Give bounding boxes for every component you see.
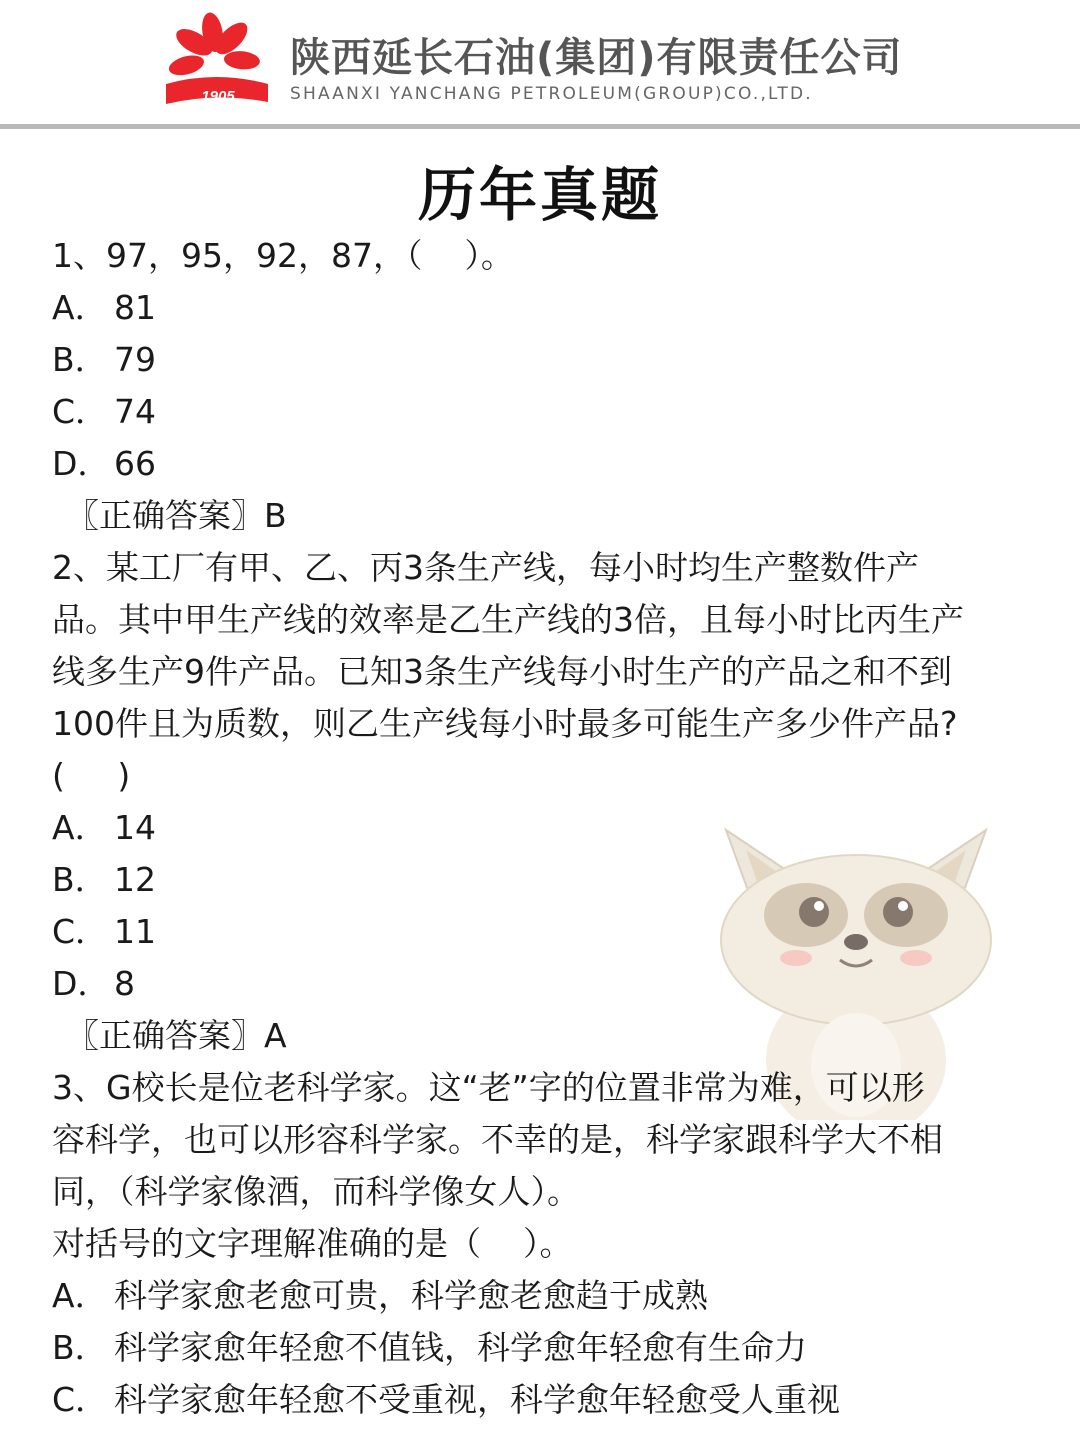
question-3-stem-line: 容科学，也可以形容科学家。不幸的是，科学家跟科学大不相 <box>52 1120 943 1159</box>
question-1-option-d[interactable] <box>52 438 1032 490</box>
question-2-stem-line: 品。其中甲生产线的效率是乙生产线的3倍，且每小时比丙生产 <box>52 600 964 639</box>
header-divider <box>0 124 1080 129</box>
question-3-option-b[interactable] <box>52 1322 1032 1374</box>
option-text: 8 <box>114 964 135 1003</box>
question-1-option-a[interactable] <box>52 282 1032 334</box>
option-text: 81 <box>114 288 156 327</box>
question-2-stem-line: 线多生产9件产品。已知3条生产线每小时生产的产品之和不到 <box>52 652 952 691</box>
question-2-option-a[interactable] <box>52 802 1032 854</box>
question-3-stem-line: 3、G校长是位老科学家。这“老”字的位置非常为难，可以形 <box>52 1068 925 1107</box>
option-letter: C． <box>52 392 109 431</box>
option-letter: B． <box>52 1328 108 1367</box>
company-name-cn: 陕西延长石油(集团)有限责任公司 <box>290 35 903 81</box>
question-2-answer: 〖正确答案〗A <box>66 1016 287 1055</box>
header <box>0 0 1080 126</box>
question-1-stem: 1、97，95，92，87，（ ）。 <box>52 236 514 275</box>
option-letter: A． <box>52 808 108 847</box>
option-text: 12 <box>114 860 156 899</box>
question-3-option-a[interactable] <box>52 1270 1032 1322</box>
logo-year: 1905 <box>201 88 235 105</box>
option-text: 74 <box>114 392 156 431</box>
option-letter: B． <box>52 340 108 379</box>
option-letter: C． <box>52 1380 109 1419</box>
question-2-option-c[interactable] <box>52 906 1032 958</box>
page-title: 历年真题 <box>417 161 662 229</box>
question-3-option-c[interactable] <box>52 1374 1032 1426</box>
question-2-option-b[interactable] <box>52 854 1032 906</box>
company-logo-icon <box>156 12 276 112</box>
option-text: 14 <box>114 808 156 847</box>
question-1-option-b[interactable] <box>52 334 1032 386</box>
option-letter: A． <box>52 288 108 327</box>
question-list <box>52 230 1032 1426</box>
question-2-stem-line: 100件且为质数，则乙生产线每小时最多可能生产多少件产品? <box>52 704 958 743</box>
option-letter: B． <box>52 860 108 899</box>
option-letter: A． <box>52 1276 108 1315</box>
option-text: 科学家愈年轻愈不值钱，科学愈年轻愈有生命力 <box>114 1328 807 1367</box>
question-2-stem-line: 2、某工厂有甲、乙、丙3条生产线，每小时均生产整数件产 <box>52 548 919 587</box>
option-text: 11 <box>114 912 156 951</box>
option-text: 79 <box>114 340 156 379</box>
question-3-stem-line: 对括号的文字理解准确的是（ ）。 <box>52 1224 573 1263</box>
option-letter: C． <box>52 912 109 951</box>
option-letter: D． <box>52 444 111 483</box>
company-name-en: SHAANXI YANCHANG PETROLEUM(GROUP)CO.,LTD. <box>290 84 813 104</box>
question-2-stem-line: ( ) <box>52 756 131 795</box>
question-1-answer: 〖正确答案〗B <box>66 496 287 535</box>
option-text: 科学家愈年轻愈不受重视，科学愈年轻愈受人重视 <box>114 1380 840 1419</box>
option-letter: D． <box>52 964 111 1003</box>
question-1-option-c[interactable] <box>52 386 1032 438</box>
question-2-option-d[interactable] <box>52 958 1032 1010</box>
option-text: 科学家愈老愈可贵，科学愈老愈趋于成熟 <box>114 1276 708 1315</box>
question-3-stem-line: 同，（科学家像酒，而科学像女人）。 <box>52 1172 580 1211</box>
option-text: 66 <box>114 444 156 483</box>
